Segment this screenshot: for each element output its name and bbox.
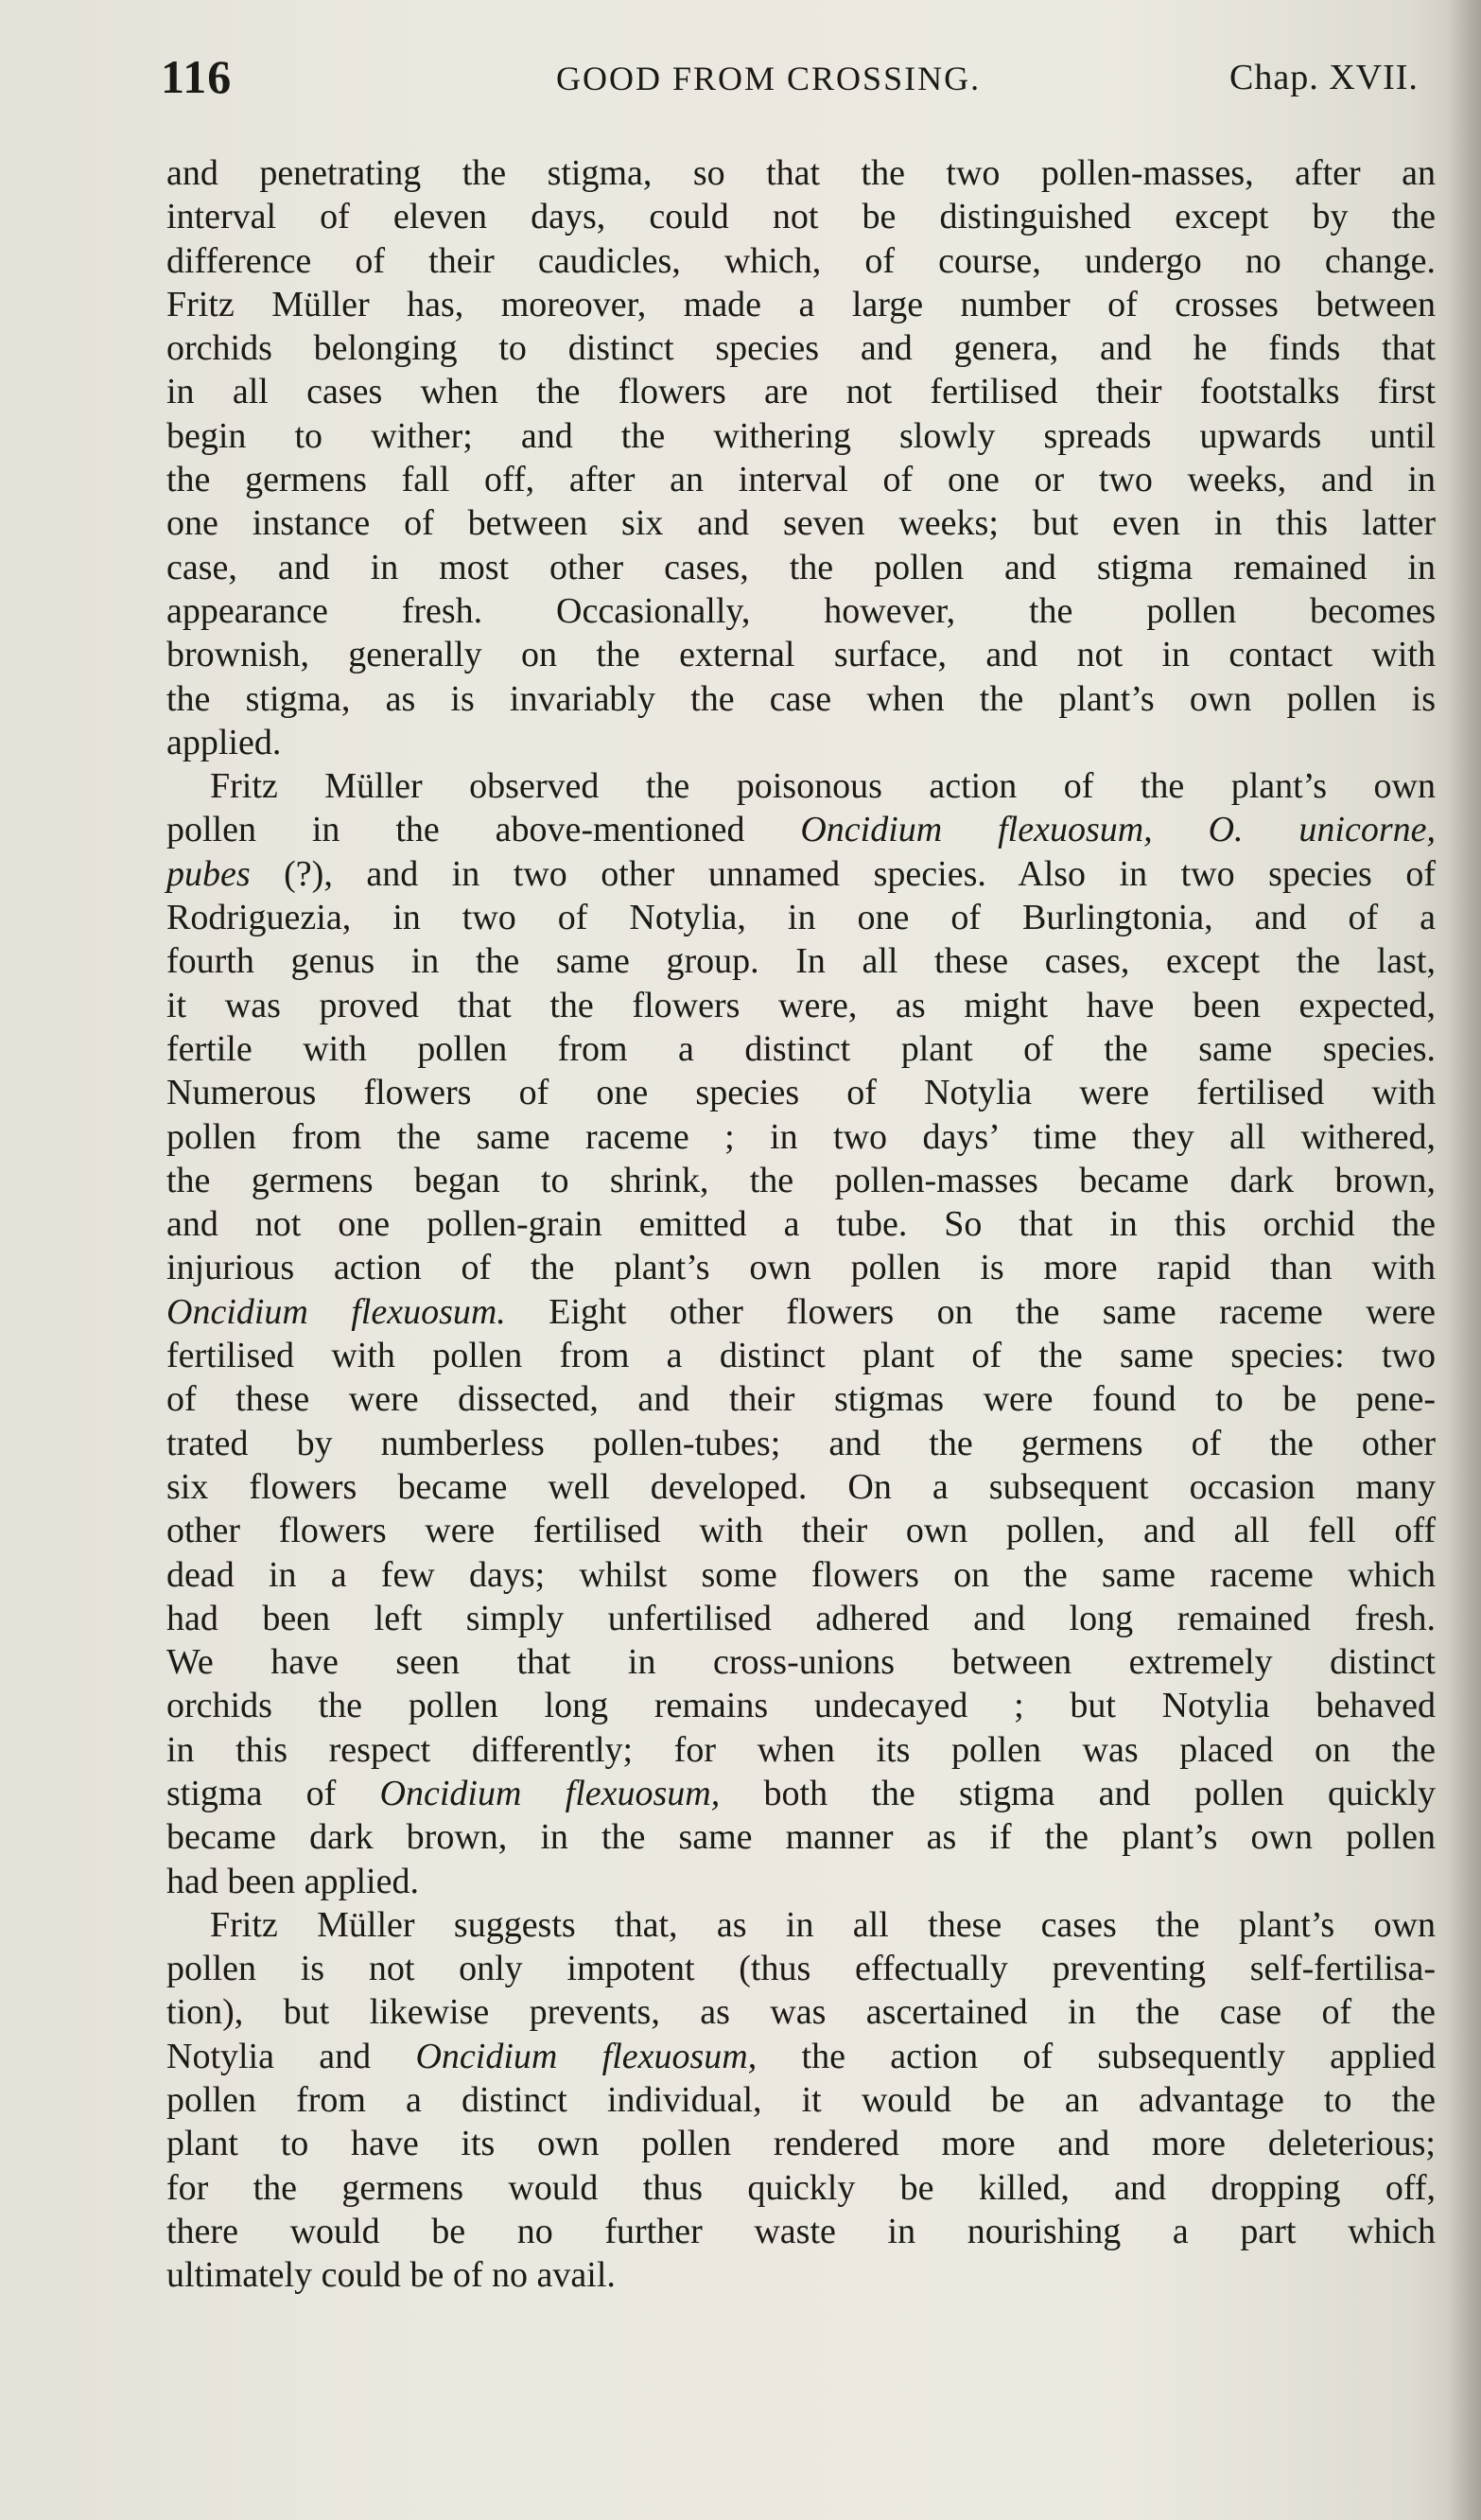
text-segment: for the germens would thus quickly be killed, and dropping off, <box>166 2167 1436 2208</box>
text-line <box>166 852 1436 896</box>
text-line <box>166 1947 1436 1990</box>
text-segment: in this respect differently; for when its pollen was placed on the <box>166 1729 1436 1770</box>
text-line <box>166 1334 1436 1377</box>
text-segment: fertilised with pollen from a distinct plant of the same species: two <box>166 1336 1436 1376</box>
text-segment: tion), but likewise prevents, as was ascertained in the case of the <box>166 1992 1436 2033</box>
text-segment: the germens fall off, after an interval of one or two weeks, and in <box>166 460 1436 500</box>
text-line <box>166 1684 1436 1727</box>
text-segment: had been applied. <box>166 1861 419 1901</box>
text-segment: the action of subsequently applied <box>757 2036 1436 2076</box>
text-segment: injurious action of the plant’s own pollen is more rapid than with <box>166 1248 1436 1288</box>
italic-species-name: Oncidium flexuosum, <box>379 1773 721 1813</box>
text-segment: orchids belonging to distinct species and genera, and he finds that <box>166 328 1436 369</box>
text-segment: there would be no further waste in nourishing a part which <box>166 2211 1436 2251</box>
running-header <box>161 49 1434 106</box>
text-line <box>166 721 1436 764</box>
text-line <box>166 326 1436 370</box>
text-segment: both the stigma and pollen quickly <box>720 1773 1437 1813</box>
text-segment: pollen in the above-mentioned <box>166 810 801 850</box>
text-segment: ultimately could be of no avail. <box>166 2255 616 2296</box>
text-segment: Fritz Müller has, moreover, made a large number of crosses between <box>166 284 1436 324</box>
text-segment: difference of their caudicles, which, of course, undergo no change. <box>166 240 1436 281</box>
text-segment: one instance of between six and seven weeks; but even in this latter <box>166 503 1436 544</box>
text-line <box>166 1115 1436 1159</box>
text-segment: orchids the pollen long remains undecayed ; but Notylia behaved <box>166 1686 1436 1726</box>
text-line <box>166 1597 1436 1640</box>
chapter-label: Chap. XVII. <box>1229 58 1419 97</box>
text-line <box>166 1202 1436 1246</box>
text-segment: Numerous flowers of one species of Notylia were fertilised with <box>166 1073 1436 1113</box>
text-line <box>166 677 1436 721</box>
text-segment: begin to wither; and the withering slowly spreads upwards until <box>166 415 1436 456</box>
text-line <box>166 458 1436 501</box>
text-line <box>166 1553 1436 1597</box>
text-segment: pollen from the same raceme ; in two days’ time they all withered, <box>166 1116 1436 1157</box>
text-line <box>166 589 1436 633</box>
text-segment: We have seen that in cross-unions between extremely distinct <box>166 1642 1436 1683</box>
text-segment: became dark brown, in the same manner as if the plant’s own pollen <box>166 1817 1436 1858</box>
text-line <box>166 2035 1436 2078</box>
text-line <box>166 2122 1436 2165</box>
text-line <box>166 283 1436 326</box>
text-line <box>166 1728 1436 1772</box>
text-line <box>166 2253 1436 2297</box>
text-line <box>166 1290 1436 1334</box>
text-line <box>166 1903 1436 1947</box>
running-title: GOOD FROM CROSSING. <box>556 60 982 97</box>
text-line <box>166 2078 1436 2122</box>
text-segment: fertile with pollen from a distinct plant of the same species. <box>166 1028 1436 1069</box>
text-line <box>166 939 1436 983</box>
text-segment: fourth genus in the same group. In all these cases, except the last, <box>166 941 1436 982</box>
text-segment: and not one pollen-grain emitted a tube. So that in this orchid the <box>166 1204 1436 1245</box>
text-line <box>166 808 1436 851</box>
text-segment: Fritz Müller suggests that, as in all these cases the plant’s own <box>210 1904 1436 1945</box>
text-segment: pollen is not only impotent (thus effectually preventing self-fertilisa- <box>166 1949 1436 1989</box>
text-segment: case, and in most other cases, the pollen and stigma remained in <box>166 547 1436 587</box>
text-segment: and penetrating the stigma, so that the two pollen-masses, after an <box>166 153 1436 193</box>
italic-species-name: Oncidium flexuosum, <box>415 2036 758 2076</box>
text-line <box>166 1640 1436 1684</box>
text-segment: six flowers became well developed. On a subsequent occasion many <box>166 1466 1436 1507</box>
text-line <box>166 1422 1436 1465</box>
text-line <box>166 1027 1436 1071</box>
text-segment: applied. <box>166 722 282 762</box>
text-line <box>166 1860 1436 1903</box>
italic-species-name: Oncidium flexuosum. <box>166 1291 506 1332</box>
text-segment: the germens began to shrink, the pollen-masses became dark brown, <box>166 1160 1436 1200</box>
text-line <box>166 1246 1436 1289</box>
text-segment: plant to have its own pollen rendered more and more deleterious; <box>166 2124 1436 2164</box>
text-line <box>166 896 1436 939</box>
text-segment: other flowers were fertilised with their own pollen, and all fell off <box>166 1511 1436 1551</box>
page-gutter-shadow <box>1447 0 1481 2520</box>
text-segment: Fritz Müller observed the poisonous action of the plant’s own <box>210 766 1436 807</box>
text-segment: had been left simply unfertilised adhered and long remained fresh. <box>166 1598 1436 1638</box>
text-segment: dead in a few days; whilst some flowers on the same raceme which <box>166 1554 1436 1595</box>
text-segment: stigma of <box>166 1773 380 1813</box>
text-segment: in all cases when the flowers are not fertilised their footstalks first <box>166 372 1436 412</box>
text-line <box>166 984 1436 1027</box>
text-segment: (?), and in two other unnamed species. Also in two species of <box>250 853 1436 894</box>
text-segment: trated by numberless pollen-tubes; and the germens of the other <box>166 1423 1436 1463</box>
text-line <box>166 546 1436 589</box>
text-line <box>166 370 1436 413</box>
text-segment: the stigma, as is invariably the case when the plant’s own pollen is <box>166 678 1436 719</box>
text-line <box>166 414 1436 458</box>
text-segment: of these were dissected, and their stigmas were found to be pene- <box>166 1379 1436 1420</box>
text-line <box>166 1159 1436 1202</box>
italic-species-name: pubes <box>166 853 251 894</box>
text-segment: it was proved that the flowers were, as might have been expected, <box>166 985 1436 1025</box>
text-segment: Rodriguezia, in two of Notylia, in one of Burlingtonia, and of a <box>166 898 1436 938</box>
italic-species-name: Oncidium flexuosum, O. unicorne, <box>800 810 1436 850</box>
text-segment: appearance fresh. Occasionally, however, the pollen becomes <box>166 590 1436 631</box>
text-line <box>166 633 1436 676</box>
text-segment: Notylia and <box>166 2036 416 2076</box>
text-line <box>166 1071 1436 1114</box>
text-line <box>166 239 1436 283</box>
text-segment: brownish, generally on the external surface, and not in contact with <box>166 635 1436 675</box>
text-line <box>166 1377 1436 1421</box>
text-line <box>166 1772 1436 1815</box>
text-line <box>166 151 1436 195</box>
text-line <box>166 1990 1436 2034</box>
text-segment: interval of eleven days, could not be distinguished except by the <box>166 197 1436 237</box>
text-line <box>166 2210 1436 2253</box>
text-line <box>166 1815 1436 1859</box>
text-line <box>166 195 1436 238</box>
page-number: 116 <box>161 50 233 103</box>
text-line <box>166 2166 1436 2210</box>
body-text <box>166 151 1436 2298</box>
text-line <box>166 1509 1436 1552</box>
text-segment: pollen from a distinct individual, it would be an advantage to the <box>166 2080 1436 2121</box>
text-line <box>166 501 1436 545</box>
text-line <box>166 1465 1436 1509</box>
text-line <box>166 764 1436 808</box>
text-segment: Eight other flowers on the same raceme were <box>505 1291 1436 1332</box>
